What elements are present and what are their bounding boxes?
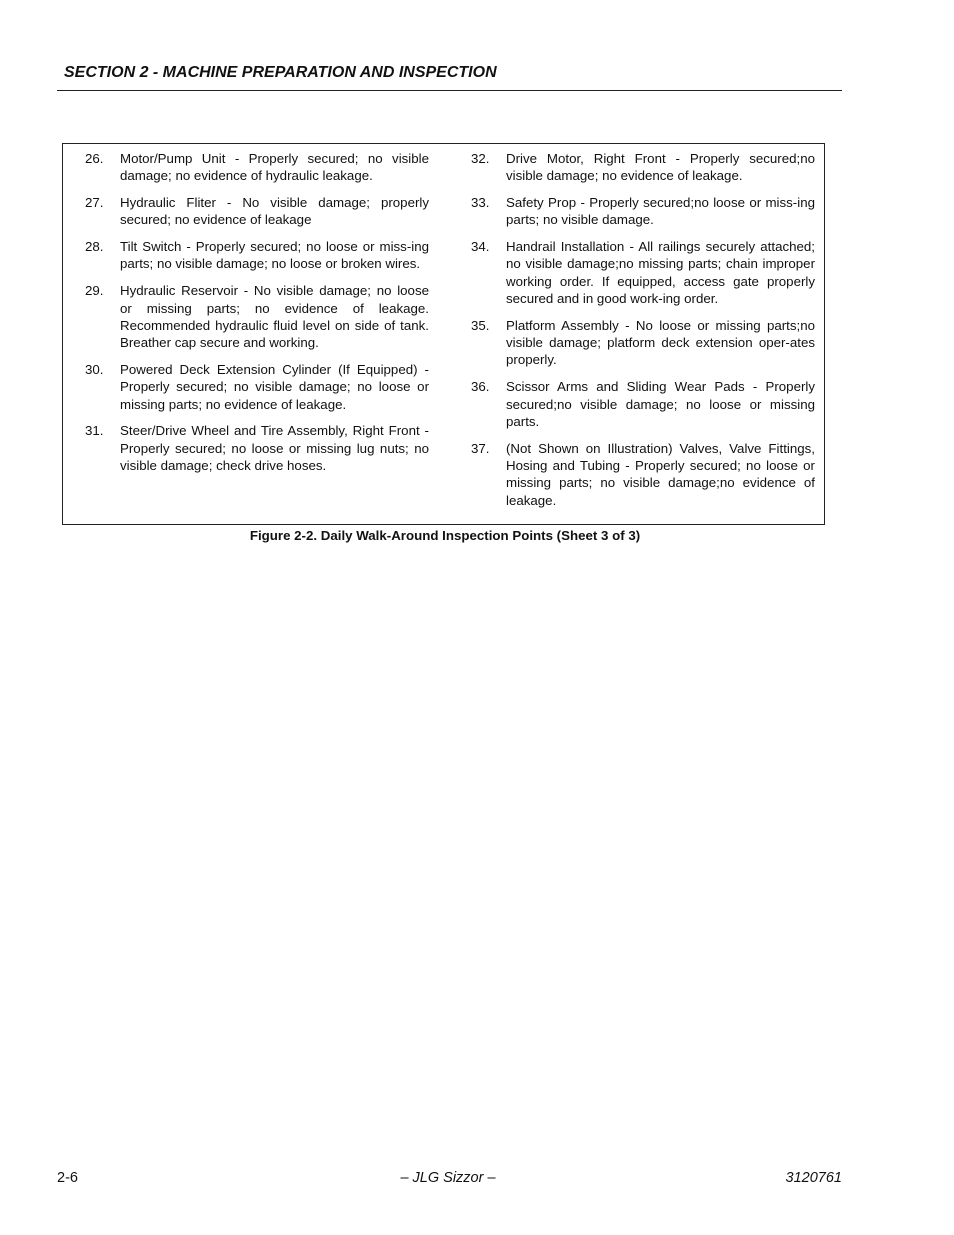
legend-item-number: 31. <box>85 423 104 439</box>
legend-item-number: 35. <box>471 317 490 333</box>
legend-item-number: 33. <box>471 195 490 211</box>
legend-item-number: 36. <box>471 379 490 395</box>
header-divider <box>57 90 842 91</box>
legend-item <box>85 282 429 351</box>
legend-item <box>471 194 815 229</box>
legend-item-text: Safety Prop - Properly secured;no loose or miss-ing parts; no visible damage. <box>506 195 815 228</box>
footer-document-number: 3120761 <box>785 1170 842 1186</box>
legend-item <box>85 150 429 185</box>
legend-item-number: 26. <box>85 151 104 166</box>
legend-item-text: (Not Shown on Illustration) Valves, Valve Fittings, Hosing and Tubing - Properly secured; no loose or missing parts; no visible damage;no evidence of leakage. <box>506 440 815 508</box>
legend-item-text: Drive Motor, Right Front - Properly secured;no visible damage; no evidence of leakage. <box>506 151 815 184</box>
legend-item-text: Platform Assembly - No loose or missing parts;no visible damage; platform deck extension oper-ates properly. <box>506 317 815 368</box>
legend-right-column <box>471 150 815 518</box>
legend-item-number: 32. <box>471 151 490 166</box>
legend-box <box>62 143 825 525</box>
legend-item <box>471 238 815 307</box>
figure-caption: Figure 2-2. Daily Walk-Around Inspection Points (Sheet 3 of 3) <box>249 528 641 543</box>
legend-item-number: 30. <box>85 361 104 377</box>
legend-item-number: 34. <box>471 239 490 255</box>
legend-left-column <box>85 150 429 484</box>
section-title: SECTION 2 - MACHINE PREPARATION AND INSPECTION <box>64 64 497 81</box>
legend-item <box>471 440 815 509</box>
legend-item-text: Scissor Arms and Sliding Wear Pads - Properly secured;no visible damage; no loose or missing parts. <box>506 379 815 429</box>
legend-item-text: Steer/Drive Wheel and Tire Assembly, Right Front - Properly secured; no loose or missing lug nuts; no visible damage; check drive hoses. <box>120 423 429 473</box>
legend-item-text: Hydraulic Reservoir - No visible damage; no loose or missing parts; no evidence of leakage. Recommended hydraulic fluid level on side of tank. Breather cap secure and working. <box>120 283 429 351</box>
legend-item <box>85 238 429 273</box>
legend-item-number: 27. <box>85 195 104 211</box>
legend-item <box>471 317 815 369</box>
legend-item <box>471 378 815 430</box>
legend-item-number: 37. <box>471 440 490 456</box>
footer-product-name: – JLG Sizzor – <box>400 1170 496 1186</box>
legend-item <box>85 194 429 229</box>
legend-item-text: Motor/Pump Unit - Properly secured; no visible damage; no evidence of hydraulic leakage. <box>120 151 429 184</box>
legend-item-text: Hydraulic Fliter - No visible damage; properly secured; no evidence of leakage <box>120 195 429 228</box>
footer-page-number: 2-6 <box>57 1170 78 1186</box>
legend-item-number: 28. <box>85 239 104 255</box>
legend-item-text: Powered Deck Extension Cylinder (If Equipped) - Properly secured; no visible damage; no loose or missing parts; no evidence of leakage. <box>120 361 429 412</box>
legend-item-text: Handrail Installation - All railings securely attached; no visible damage;no missing parts; chain improper working order. If equipped, access gate properly secured and in good work-ing order. <box>506 239 815 307</box>
legend-item <box>85 422 429 474</box>
legend-item <box>471 150 815 185</box>
legend-item-number: 29. <box>85 283 104 299</box>
legend-item <box>85 361 429 413</box>
legend-item-text: Tilt Switch - Properly secured; no loose or miss-ing parts; no visible damage; no loose or broken wires. <box>120 239 429 272</box>
